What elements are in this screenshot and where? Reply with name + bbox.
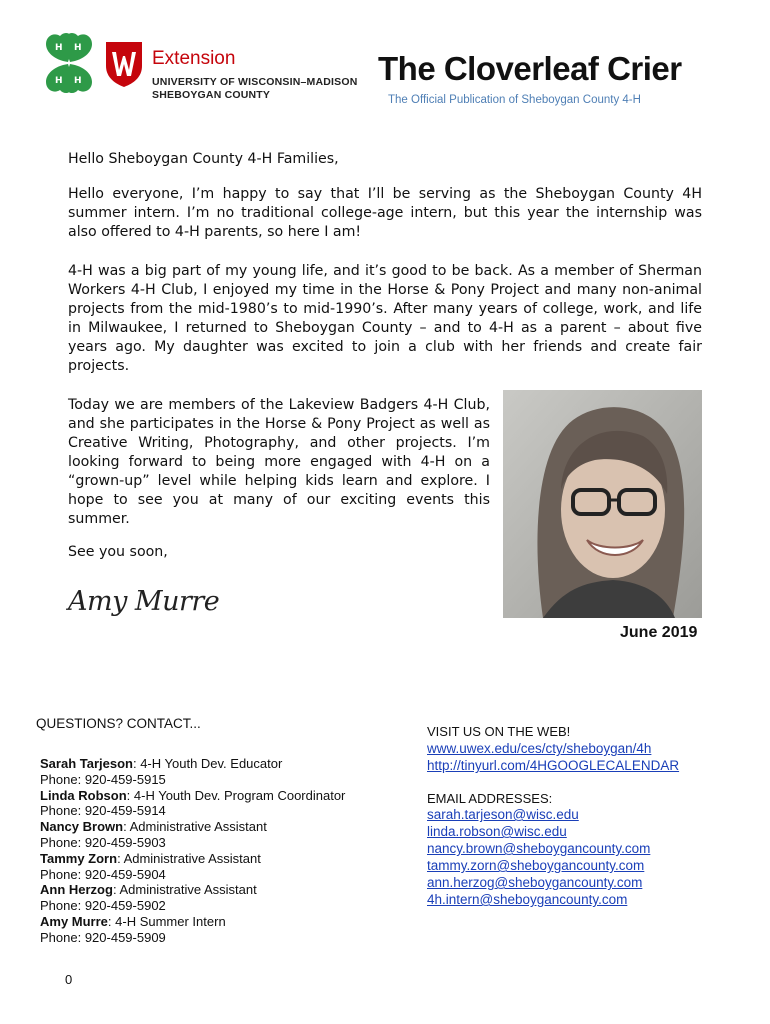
letter-paragraph-1: Hello everyone, I’m happy to say that I’ll be serving as the Sheboygan County 4H summer intern. I’m no traditional college-age intern, but this year the internship was also offered to 4-H parents, so here I am! — [68, 186, 702, 240]
contact-phone: Phone: 920-459-5909 — [40, 929, 166, 945]
email-list — [427, 806, 650, 908]
contact-role: : 4-H Youth Dev. Educator — [132, 756, 283, 771]
email-link[interactable]: ann.herzog@sheboygancounty.com — [427, 875, 643, 890]
email-link[interactable]: linda.robson@wisc.edu — [427, 824, 567, 839]
issue-date: June 2019 — [620, 624, 698, 641]
contact-role: : Administrative Assistant — [112, 882, 257, 898]
contact-role: : 4-H Youth Dev. Program Coordinator — [126, 787, 346, 803]
letter-paragraph-2: 4-H was a big part of my young life, and it’s good to be back. As a member of Sherman Workers 4-H Club, I enjoyed my time in the Horse & Pony Project and many non-animal projects from the mid-1980’s to mid-1990’s. After many years of college, work, and life in Milwaukee, I returned to Sheboygan County – and to 4-H as a parent – about five years ago. My daughter was excited to join a club with her friends and create fair projects. — [68, 263, 702, 374]
email-link[interactable]: nancy.brown@sheboygancounty.com — [427, 841, 651, 856]
4h-clover-logo — [36, 30, 100, 98]
publication-subtitle: The Official Publication of Sheboygan County 4-H — [388, 94, 641, 106]
contact-name: Ann Herzog — [40, 882, 113, 898]
contact-name: Nancy Brown — [40, 819, 124, 835]
contact-entry — [40, 819, 400, 835]
svg-text:H: H — [55, 76, 63, 86]
contact-phone: Phone: 920-459-5915 — [40, 771, 166, 787]
letter-closing: See you soon, — [68, 544, 168, 560]
contact-phone: Phone: 920-459-5903 — [40, 834, 166, 850]
email-heading: EMAIL ADDRESSES: — [427, 791, 553, 806]
extension-title: Extension — [152, 48, 236, 69]
contact-entry — [40, 882, 400, 898]
contact-phone: Phone: 920-459-5914 — [40, 803, 166, 819]
web-links — [427, 740, 679, 774]
web-heading: VISIT US ON THE WEB! — [427, 724, 571, 739]
contact-name: Sarah Tarjeson — [40, 756, 133, 771]
letter-paragraph-3: Today we are members of the Lakeview Badgers 4-H Club, and she participates in the Horse & Pony Project as well as Creative Writing, Photography, and other projects. I’m looking forward to being more engaged with 4-H on a “grown-up” level while helping kids learn and explore. I hope to see you at many of our exciting events this summer. — [68, 397, 490, 527]
contact-role: : 4-H Summer Intern — [107, 913, 226, 929]
contact-name: Amy Murre — [40, 913, 108, 929]
contact-entry — [40, 788, 400, 804]
svg-text:H: H — [74, 43, 82, 53]
email-link[interactable]: 4h.intern@sheboygancounty.com — [427, 892, 628, 907]
email-link[interactable]: tammy.zorn@sheboygancounty.com — [427, 858, 645, 873]
contact-role: : Administrative Assistant — [117, 850, 261, 866]
university-name: UNIVERSITY OF WISCONSIN–MADISON — [152, 76, 358, 88]
contact-name: Tammy Zorn — [40, 850, 118, 866]
contact-entry — [40, 851, 400, 867]
contact-name: Linda Robson — [40, 787, 127, 803]
author-photo — [503, 390, 702, 618]
contact-entry — [40, 756, 400, 772]
contacts-heading: QUESTIONS? CONTACT... — [36, 716, 201, 731]
contact-list — [40, 756, 400, 946]
contact-phone: Phone: 920-459-5904 — [40, 866, 166, 882]
uw-crest-logo — [104, 40, 144, 88]
contact-entry — [40, 914, 400, 930]
svg-text:H: H — [74, 76, 82, 86]
county-name: SHEBOYGAN COUNTY — [152, 89, 271, 101]
website-link[interactable]: www.uwex.edu/ces/cty/sheboygan/4h — [427, 741, 652, 756]
signature: Amy Murre — [68, 586, 220, 617]
publication-title: The Cloverleaf Crier — [378, 50, 682, 87]
page-number: 0 — [65, 972, 73, 987]
contact-role: : Administrative Assistant — [123, 819, 267, 835]
letter-greeting: Hello Sheboygan County 4-H Families, — [68, 151, 339, 167]
contact-phone: Phone: 920-459-5902 — [40, 898, 166, 914]
calendar-link[interactable]: http://tinyurl.com/4HGOOGLECALENDAR — [427, 758, 680, 773]
svg-text:H: H — [55, 43, 63, 53]
email-link[interactable]: sarah.tarjeson@wisc.edu — [427, 807, 579, 822]
